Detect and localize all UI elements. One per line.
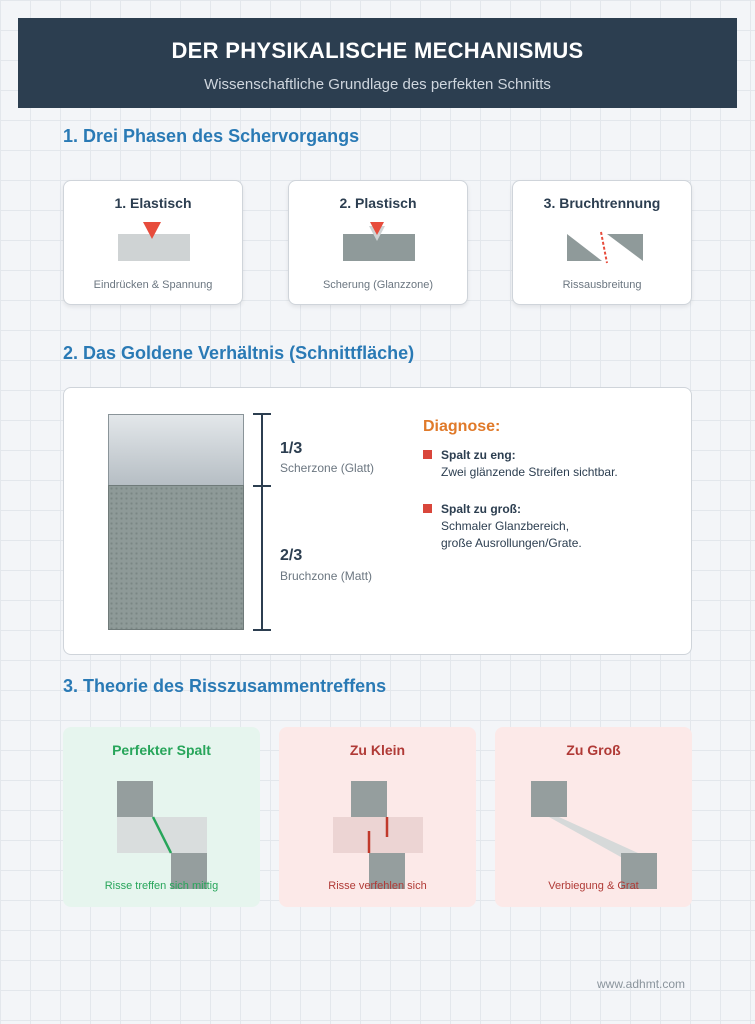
page-subtitle: Wissenschaftliche Grundlage des perfekten Schnitts (204, 76, 551, 93)
elastic-diagram (114, 217, 194, 267)
fracture-diagram (563, 217, 643, 267)
ratio-panel (63, 387, 692, 655)
theory-title: Zu Klein (349, 742, 406, 758)
phase-card-plastic (288, 180, 468, 305)
phase-caption: Rissausbreitung (562, 279, 642, 291)
diagnosis-item-text: große Ausrollungen/Grate. (441, 536, 582, 550)
bullet-icon (423, 450, 432, 459)
page-title: DER PHYSIKALISCHE MECHANISMUS (171, 38, 584, 63)
plastic-diagram (339, 217, 419, 267)
theory-caption: Risse treffen sich mittig (104, 880, 219, 892)
shear-ratio: 1/3 (280, 440, 303, 457)
section-title-theory: 3. Theorie des Risszusammentreffens (63, 676, 387, 696)
theory-card-perfect (63, 727, 260, 907)
theory-title: Zu Groß (566, 742, 621, 758)
section-title-phases: 1. Drei Phasen des Schervorgangs (63, 126, 360, 146)
diagnosis-item-head: Spalt zu groß: (441, 502, 521, 516)
fracture-ratio: 2/3 (280, 547, 303, 564)
phase-title: 3. Bruchtrennung (543, 195, 661, 211)
header-banner (18, 18, 737, 108)
diagnosis-item-head: Spalt zu eng: (441, 448, 516, 462)
section-title-ratio: 2. Das Goldene Verhältnis (Schnittfläche) (63, 343, 415, 363)
shear-zone-block (108, 414, 244, 486)
theory-caption: Risse verfehlen sich (328, 880, 427, 892)
phase-caption: Scherung (Glanzzone) (322, 279, 434, 291)
phase-title: 2. Plastisch (339, 195, 417, 211)
phase-card-elastic (63, 180, 243, 305)
diagnosis-item-text: Zwei glänzende Streifen sichtbar. (441, 465, 618, 479)
phase-card-fracture (512, 180, 692, 305)
shear-label: Scherzone (Glatt) (280, 461, 375, 475)
theory-title: Perfekter Spalt (112, 742, 211, 758)
bullet-icon (423, 504, 432, 513)
theory-card-too-large (495, 727, 692, 907)
theory-card-too-small (279, 727, 476, 907)
theory-caption: Verbiegung & Grat (548, 880, 639, 892)
footer-url: www.adhmt.com (597, 977, 686, 991)
fracture-zone-block (108, 485, 244, 630)
phase-title: 1. Elastisch (114, 195, 192, 211)
diagnosis-title: Diagnose: (423, 418, 501, 435)
phase-caption: Eindrücken & Spannung (93, 279, 213, 291)
diagnosis-item-text: Schmaler Glanzbereich, (441, 519, 570, 533)
fracture-label: Bruchzone (Matt) (280, 569, 373, 583)
